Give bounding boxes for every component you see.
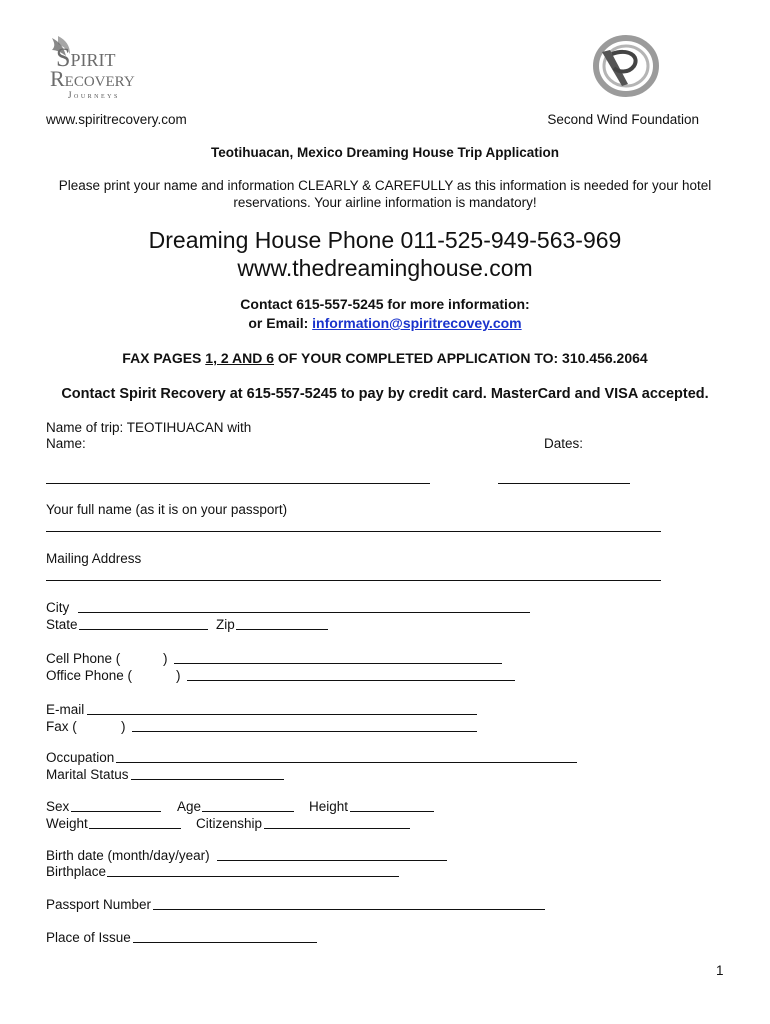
full-name-field-line[interactable] xyxy=(46,531,661,532)
passport-number-label: Passport Number xyxy=(46,897,152,912)
logo-word-recovery: Recovery xyxy=(50,66,135,91)
dates-field-line[interactable] xyxy=(498,483,630,484)
fax-prefix: FAX PAGES xyxy=(122,350,206,366)
birth-date-field-line[interactable] xyxy=(217,860,447,861)
website-url[interactable]: www.spiritrecovery.com xyxy=(46,112,187,127)
marital-status-label: Marital Status xyxy=(46,767,129,782)
age-label: Age xyxy=(177,799,202,814)
contact-email-line xyxy=(0,315,770,331)
logo-word-spirit: Spirit xyxy=(56,43,116,72)
spirit-recovery-logo xyxy=(46,34,158,104)
passport-number-field-line[interactable] xyxy=(153,909,545,910)
marital-status-field-line[interactable] xyxy=(131,779,284,780)
full-name-label: Your full name (as it is on your passport) xyxy=(46,502,288,517)
cell-phone-paren: ) xyxy=(163,651,168,666)
page-number: 1 xyxy=(716,963,724,978)
place-of-issue-label: Place of Issue xyxy=(46,930,131,945)
state-label: State xyxy=(46,617,78,632)
occupation-field-line[interactable] xyxy=(116,762,577,763)
occupation-label: Occupation xyxy=(46,750,115,765)
zip-field-line[interactable] xyxy=(236,629,328,630)
phone-headline: Dreaming House Phone 011-525-949-563-969 xyxy=(148,227,622,253)
email-link[interactable]: information@spiritrecovey.com xyxy=(312,315,522,331)
contact-line: Contact 615-557-5245 for more information: xyxy=(240,296,530,312)
trip-name-label: Name of trip: TEOTIHUACAN with xyxy=(46,420,252,435)
state-field-line[interactable] xyxy=(79,629,208,630)
email-field-line[interactable] xyxy=(87,714,477,715)
site-headline: www.thedreaminghouse.com xyxy=(237,255,533,281)
page-title: Teotihuacan, Mexico Dreaming House Trip Application xyxy=(210,145,560,160)
birthplace-label: Birthplace xyxy=(46,864,107,879)
fax-pages: 1, 2 AND 6 xyxy=(205,350,275,366)
foundation-name: Second Wind Foundation xyxy=(547,112,699,127)
office-phone-label: Office Phone ( xyxy=(46,668,133,683)
zip-label: Zip xyxy=(216,617,235,632)
logo-word-journeys: Journeys xyxy=(68,90,120,100)
city-label: City xyxy=(46,600,70,615)
email-prefix: or Email: xyxy=(248,315,313,331)
fax-instructions xyxy=(0,350,770,366)
citizenship-label: Citizenship xyxy=(196,816,263,831)
name-field-line[interactable] xyxy=(46,483,430,484)
dates-label: Dates: xyxy=(544,436,584,451)
fax-suffix: OF YOUR COMPLETED APPLICATION TO: 310.456.2064 xyxy=(274,350,648,366)
birthplace-field-line[interactable] xyxy=(107,876,399,877)
cell-phone-field-line[interactable] xyxy=(174,663,502,664)
mailing-address-field-line[interactable] xyxy=(46,580,661,581)
sex-field-line[interactable] xyxy=(71,811,161,812)
name-label: Name: xyxy=(46,436,86,451)
place-of-issue-field-line[interactable] xyxy=(133,942,317,943)
fax-field-line[interactable] xyxy=(132,731,477,732)
payment-info: Contact Spirit Recovery at 615-557-5245 to pay by credit card. MasterCard and VISA accepted. xyxy=(61,386,709,402)
citizenship-field-line[interactable] xyxy=(264,828,410,829)
weight-field-line[interactable] xyxy=(89,828,181,829)
fax-paren: ) xyxy=(121,719,126,734)
instructions-line-2: reservations. Your airline information is mandatory! xyxy=(233,195,537,210)
weight-label: Weight xyxy=(46,816,88,831)
second-wind-logo xyxy=(588,34,660,102)
office-phone-field-line[interactable] xyxy=(187,680,515,681)
age-field-line[interactable] xyxy=(202,811,294,812)
office-phone-paren: ) xyxy=(176,668,181,683)
birth-date-label: Birth date (month/day/year) xyxy=(46,848,210,863)
cell-phone-label: Cell Phone ( xyxy=(46,651,121,666)
city-field-line[interactable] xyxy=(78,612,530,613)
email-label: E-mail xyxy=(46,702,85,717)
height-field-line[interactable] xyxy=(350,811,434,812)
mailing-address-label: Mailing Address xyxy=(46,551,142,566)
height-label: Height xyxy=(309,799,349,814)
sex-label: Sex xyxy=(46,799,70,814)
fax-label: Fax ( xyxy=(46,719,77,734)
instructions-line-1: Please print your name and information CLEARLY & CAREFULLY as this information is needed for your hotel xyxy=(58,178,712,193)
